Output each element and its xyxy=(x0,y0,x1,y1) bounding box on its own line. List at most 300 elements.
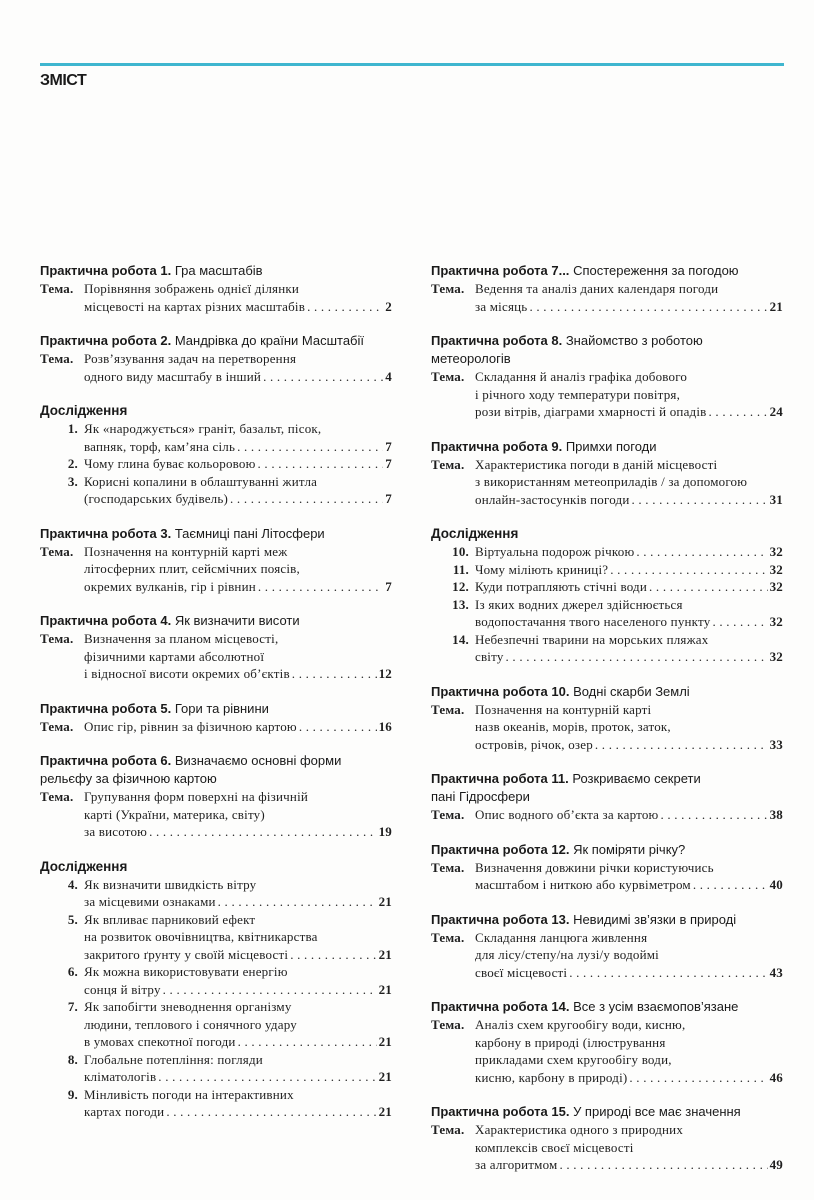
practical-work-label: Практична робота 15. xyxy=(431,1104,570,1119)
practical-work-entry xyxy=(40,525,392,596)
toc-line xyxy=(84,718,392,736)
practical-work-entry xyxy=(40,332,392,385)
toc-line xyxy=(84,911,392,929)
practical-work-heading[interactable] xyxy=(431,350,783,368)
entry-text: світу xyxy=(475,649,504,664)
entry-text: Групування форм поверхні на фізичній xyxy=(84,789,309,804)
topic-text xyxy=(475,701,783,754)
dot-leader xyxy=(163,981,377,999)
topic-row xyxy=(431,1016,783,1086)
practical-work-entry xyxy=(40,612,392,683)
entry-text: на розвиток овочівництва, квітникарства xyxy=(84,929,318,944)
practical-work-heading[interactable] xyxy=(431,998,783,1016)
entry-text: Із яких водних джерел здійснюється xyxy=(475,596,683,612)
practical-work-heading[interactable] xyxy=(40,525,392,543)
toc-line xyxy=(475,473,783,491)
topic-row xyxy=(431,456,783,509)
practical-work-title: метеорологів xyxy=(431,351,511,366)
research-item[interactable] xyxy=(40,876,392,911)
toc-line xyxy=(475,806,783,824)
topic-row xyxy=(40,630,392,683)
topic-row xyxy=(431,806,783,824)
toc-line xyxy=(475,718,783,736)
page-number[interactable]: 24 xyxy=(769,404,783,419)
toc-line xyxy=(475,648,783,666)
practical-work-heading[interactable] xyxy=(431,841,783,859)
topic-row xyxy=(431,859,783,894)
page-number[interactable]: 38 xyxy=(769,807,783,822)
entry-text: картах погоди xyxy=(84,1104,165,1119)
research-heading: Дослідження xyxy=(40,858,128,874)
practical-work-heading[interactable] xyxy=(431,683,783,701)
topic-text xyxy=(475,1121,783,1174)
topic-label: Тема. xyxy=(431,929,465,945)
dot-leader xyxy=(299,718,377,736)
page-number[interactable]: 32 xyxy=(769,561,783,577)
toc-line xyxy=(84,543,392,561)
entry-text: прикладами схем кругообігу води, xyxy=(475,1052,672,1067)
toc-line xyxy=(475,543,783,561)
practical-work-title: Визначаємо основні форми xyxy=(174,753,342,768)
entry-text: (господарських будівель) xyxy=(84,491,229,506)
toc-line xyxy=(84,1068,392,1086)
toc-line xyxy=(475,1139,783,1157)
dot-leader xyxy=(709,403,768,421)
page-number[interactable]: 46 xyxy=(769,1069,783,1085)
entry-text: Глобальне потепління: погляди xyxy=(84,1051,263,1067)
practical-work-heading[interactable] xyxy=(40,262,392,280)
dot-leader xyxy=(149,823,377,841)
toc-line xyxy=(475,946,783,964)
practical-work-label: Практична робота 4. xyxy=(40,613,172,628)
entry-text: за місцевими ознаками xyxy=(84,894,216,909)
item-number: 1. xyxy=(67,421,78,436)
toc-line xyxy=(84,280,392,298)
toc-line xyxy=(84,928,392,946)
entry-text: людини, теплового і сонячного удару xyxy=(84,1016,297,1032)
toc-line xyxy=(84,298,392,316)
page-number[interactable]: 49 xyxy=(769,1157,783,1172)
toc-line xyxy=(84,578,392,596)
dot-leader xyxy=(559,1156,767,1174)
topic-text xyxy=(475,280,783,315)
topic-row xyxy=(40,280,392,315)
topic-text xyxy=(475,368,783,421)
practical-work-title: Все з усім взаємопов’язане xyxy=(573,999,739,1014)
entry-text: Як впливає парниковий ефект xyxy=(84,911,256,927)
practical-work-heading[interactable] xyxy=(40,612,392,630)
entry-text: фізичними картами абсолютної xyxy=(84,648,265,664)
dot-leader xyxy=(230,490,383,508)
practical-work-heading[interactable] xyxy=(431,262,783,280)
practical-work-label: Практична робота 10. xyxy=(431,683,570,699)
practical-work-title: Розкриваємо секрети xyxy=(572,771,701,786)
page-number[interactable]: 2 xyxy=(385,298,392,314)
practical-work-entry xyxy=(40,262,392,315)
dot-leader xyxy=(595,736,768,754)
topic-text xyxy=(475,859,783,894)
dot-leader xyxy=(529,298,767,316)
page-number[interactable]: 21 xyxy=(378,1069,392,1084)
entry-text: Характеристика погоди в даній місцевості xyxy=(475,456,718,472)
toc-line xyxy=(84,893,392,911)
page-number[interactable]: 43 xyxy=(769,964,783,980)
page-number[interactable]: 7 xyxy=(385,438,392,454)
practical-work-heading[interactable] xyxy=(431,770,783,788)
topic-label: Тема. xyxy=(431,1017,465,1032)
practical-work-title: Спостереження за погодою xyxy=(573,263,739,278)
page-number[interactable]: 33 xyxy=(769,736,783,752)
toc-line xyxy=(475,403,783,421)
entry-text: Чому міліють криниці? xyxy=(475,561,609,577)
item-number: 14. xyxy=(452,631,469,647)
dot-leader xyxy=(506,648,768,666)
item-text xyxy=(84,998,392,1051)
practical-work-title: Гори та рівнини xyxy=(174,700,269,716)
page-number[interactable]: 21 xyxy=(378,946,392,962)
toc-line xyxy=(84,490,392,508)
dot-leader xyxy=(632,491,768,509)
practical-work-label: Практична робота 13. xyxy=(431,911,570,927)
entry-text: Характеристика одного з природних xyxy=(475,1122,684,1137)
research-item[interactable] xyxy=(40,473,392,508)
research-item[interactable] xyxy=(40,1051,392,1086)
toc-line xyxy=(475,736,783,754)
practical-work-title: пані Гідросфери xyxy=(431,789,530,804)
entry-text: і відносної висоти окремих об’єктів xyxy=(84,666,290,681)
research-heading: Дослідження xyxy=(40,403,128,418)
toc-line xyxy=(84,1016,392,1034)
entry-text: Позначення на контурній карті xyxy=(475,701,652,717)
page-number[interactable]: 31 xyxy=(769,491,783,507)
dot-leader xyxy=(693,876,768,894)
entry-text: з використанням метеоприладів / за допомогою xyxy=(475,474,748,489)
page-title: ЗМІСТ xyxy=(40,72,87,89)
page-number[interactable]: 21 xyxy=(378,981,392,997)
practical-work-entry xyxy=(431,770,783,824)
toc-line xyxy=(84,788,392,806)
toc-line xyxy=(475,491,783,509)
entry-text: Куди потрапляють стічні води xyxy=(475,579,648,594)
research-item[interactable] xyxy=(40,998,392,1051)
research-item[interactable] xyxy=(431,561,783,579)
practical-work-entry xyxy=(431,262,783,315)
toc-line xyxy=(475,386,783,404)
practical-work-title: Як поміряти річку? xyxy=(573,841,686,857)
research-item[interactable] xyxy=(40,420,392,455)
dot-leader xyxy=(166,1103,376,1121)
practical-work-heading[interactable] xyxy=(40,700,392,718)
toc-line xyxy=(475,701,783,719)
dot-leader xyxy=(263,368,383,386)
practical-work-label: Практична робота 6. xyxy=(40,753,172,768)
toc-line xyxy=(84,981,392,999)
topic-text xyxy=(475,456,783,509)
page-number[interactable]: 21 xyxy=(378,894,392,909)
topic-label: Тема. xyxy=(40,281,74,296)
practical-work-title: рельєфу за фізичною картою xyxy=(40,771,217,786)
toc-line xyxy=(475,456,783,474)
entry-text: Ведення та аналіз даних календаря погоди xyxy=(475,281,719,296)
toc-line xyxy=(475,929,783,947)
entry-text: в умовах спекотної погоди xyxy=(84,1034,236,1049)
practical-work-label: Практична робота 14. xyxy=(431,999,570,1014)
toc-line xyxy=(475,1051,783,1069)
entry-text: Розв’язування задач на перетворення xyxy=(84,351,297,366)
toc-line xyxy=(475,561,783,579)
toc-line xyxy=(84,455,392,473)
practical-work-entry xyxy=(40,752,392,841)
toc-line xyxy=(84,1103,392,1121)
item-text xyxy=(84,473,392,508)
topic-text xyxy=(475,806,783,824)
research-section xyxy=(431,525,783,666)
toc-line xyxy=(475,1016,783,1034)
item-text xyxy=(84,963,392,998)
entry-text: і річного ходу температури повітря, xyxy=(475,386,681,402)
item-number: 10. xyxy=(452,544,469,559)
toc-line xyxy=(84,560,392,578)
item-text xyxy=(84,420,392,455)
item-number: 6. xyxy=(67,964,78,979)
item-number: 13. xyxy=(452,596,469,612)
practical-work-entry xyxy=(431,683,783,754)
topic-label: Тема. xyxy=(40,543,74,559)
practical-work-heading[interactable] xyxy=(431,788,783,806)
practical-work-title: Знайомство з роботою xyxy=(565,333,703,348)
topic-label: Тема. xyxy=(431,1122,465,1137)
item-number: 9. xyxy=(67,1086,78,1102)
entry-text: рози вітрів, діаграми хмарності й опадів xyxy=(475,404,707,419)
entry-text: за висотою xyxy=(84,824,148,839)
dot-leader xyxy=(238,1033,377,1051)
research-item[interactable] xyxy=(431,578,783,596)
research-section xyxy=(40,402,392,508)
dot-leader xyxy=(569,964,767,982)
practical-work-label: Практична робота 7... xyxy=(431,263,570,278)
research-section xyxy=(40,858,392,1121)
toc-line xyxy=(475,613,783,631)
topic-text xyxy=(84,630,392,683)
research-item[interactable] xyxy=(40,911,392,964)
item-text xyxy=(84,1051,392,1086)
entry-text: закритого ґрунту у своїй місцевості xyxy=(84,946,289,962)
item-text xyxy=(475,578,783,596)
toc-line xyxy=(84,438,392,456)
page-number[interactable]: 7 xyxy=(385,456,392,471)
entry-text: вапняк, торф, кам’яна сіль xyxy=(84,438,236,454)
topic-label: Тема. xyxy=(40,631,74,646)
entry-text: карті (України, материка, світу) xyxy=(84,806,265,822)
toc-line xyxy=(84,963,392,981)
research-item[interactable] xyxy=(431,543,783,561)
page-number[interactable]: 19 xyxy=(378,824,392,839)
practical-work-label: Практична робота 11. xyxy=(431,771,569,786)
practical-work-heading[interactable] xyxy=(40,770,392,788)
toc-line xyxy=(475,280,783,298)
entry-text: одного виду масштабу в інший xyxy=(84,368,262,384)
toc-line xyxy=(84,806,392,824)
entry-text: сонця й вітру xyxy=(84,981,161,997)
item-text xyxy=(84,911,392,964)
topic-text xyxy=(84,718,392,736)
entry-text: Аналіз схем кругообігу води, кисню, xyxy=(475,1017,686,1032)
page-number[interactable]: 7 xyxy=(385,491,392,506)
toc-line xyxy=(475,1069,783,1087)
toc-line xyxy=(475,1156,783,1174)
dot-leader xyxy=(258,455,384,473)
toc-line xyxy=(84,823,392,841)
toc-line xyxy=(475,1121,783,1139)
entry-text: Складання ланцюга живлення xyxy=(475,929,648,945)
toc-column-left xyxy=(40,262,392,1138)
entry-text: Опис водного об’єкта за картою xyxy=(475,807,659,822)
topic-row xyxy=(40,718,392,736)
dot-leader xyxy=(292,665,377,683)
item-number: 8. xyxy=(67,1051,78,1067)
toc-line xyxy=(84,998,392,1016)
entry-text: кисню, карбону в природі) xyxy=(475,1069,628,1085)
entry-text: масштабом і ниткою або курвіметром xyxy=(475,877,691,892)
topic-row xyxy=(431,368,783,421)
entry-text: Небезпечні тварини на морських пляжах xyxy=(475,631,709,647)
topic-text xyxy=(475,929,783,982)
practical-work-entry xyxy=(40,700,392,736)
page-number[interactable]: 32 xyxy=(769,579,783,594)
topic-row xyxy=(431,1121,783,1174)
entry-text: Позначення на контурній карті меж xyxy=(84,543,288,559)
entry-text: Як визначити швидкість вітру xyxy=(84,876,257,892)
practical-work-label: Практична робота 3. xyxy=(40,525,172,541)
toc-line xyxy=(475,1034,783,1052)
entry-text: Порівняння зображень однієї ділянки xyxy=(84,281,300,296)
practical-work-heading[interactable] xyxy=(431,911,783,929)
entry-text: кліматологів xyxy=(84,1069,157,1084)
practical-work-heading[interactable] xyxy=(431,332,783,350)
dot-leader xyxy=(237,438,383,456)
topic-label: Тема. xyxy=(431,456,465,472)
practical-work-title: Мандрівка до країни Масштабії xyxy=(174,333,364,348)
item-number: 11. xyxy=(452,561,469,577)
page-number[interactable]: 16 xyxy=(378,718,392,734)
practical-work-label: Практична робота 1. xyxy=(40,263,172,278)
page-number[interactable]: 7 xyxy=(385,578,392,594)
page-number[interactable]: 4 xyxy=(385,368,392,384)
research-item[interactable] xyxy=(431,596,783,631)
page-number[interactable]: 32 xyxy=(769,614,783,629)
entry-text: Складання й аналіз графіка добового xyxy=(475,369,688,384)
header-rule xyxy=(40,63,784,66)
item-number: 2. xyxy=(67,456,78,471)
entry-text: Корисні копалини в облаштуванні житла xyxy=(84,473,318,489)
practical-work-title: Як визначити висоти xyxy=(174,613,300,628)
topic-label: Тема. xyxy=(431,807,465,822)
practical-work-heading[interactable] xyxy=(431,1103,783,1121)
entry-text: для лісу/степу/на лузі/у водоймі xyxy=(475,947,659,962)
entry-text: Чому глина буває кольоровою xyxy=(84,456,256,471)
entry-text: місцевості на картах різних масштабів xyxy=(84,298,306,314)
item-text xyxy=(475,561,783,579)
item-text xyxy=(475,596,783,631)
dot-leader xyxy=(290,946,376,964)
topic-row xyxy=(40,788,392,841)
page-number[interactable]: 12 xyxy=(378,666,392,681)
page-number[interactable]: 32 xyxy=(769,544,783,559)
toc-line xyxy=(84,946,392,964)
entry-text: онлайн-застосунків погоди xyxy=(475,491,630,507)
entry-text: за алгоритмом xyxy=(475,1157,558,1172)
dot-leader xyxy=(629,1069,767,1087)
research-item[interactable] xyxy=(40,1086,392,1121)
entry-text: водопостачання твого населеного пункту xyxy=(475,614,711,629)
practical-work-label: Практична робота 5. xyxy=(40,700,172,716)
page-number[interactable]: 21 xyxy=(378,1104,392,1119)
entry-text: островів, річок, озер xyxy=(475,736,593,752)
dot-leader xyxy=(636,543,767,561)
item-number: 3. xyxy=(67,473,78,489)
page-number[interactable]: 32 xyxy=(769,649,783,664)
item-text xyxy=(84,455,392,473)
topic-label: Тема. xyxy=(431,701,465,717)
topic-text xyxy=(84,788,392,841)
topic-label: Тема. xyxy=(40,789,74,804)
dot-leader xyxy=(218,893,377,911)
practical-work-heading[interactable] xyxy=(40,752,392,770)
entry-text: Опис гір, рівнин за фізичною картою xyxy=(84,718,297,734)
toc-line xyxy=(84,350,392,368)
entry-text: Як можна використовувати енергію xyxy=(84,964,288,979)
topic-row xyxy=(431,701,783,754)
toc-line xyxy=(84,473,392,491)
dot-leader xyxy=(712,613,767,631)
entry-text: літосферних плит, сейсмічних поясів, xyxy=(84,561,300,576)
toc-line xyxy=(84,1033,392,1051)
toc-line xyxy=(84,368,392,386)
research-item[interactable] xyxy=(431,631,783,666)
entry-text: карбону в природі (ілюстрування xyxy=(475,1034,666,1050)
research-item[interactable] xyxy=(40,963,392,998)
practical-work-heading[interactable] xyxy=(431,438,783,456)
practical-work-heading[interactable] xyxy=(40,332,392,350)
item-number: 7. xyxy=(67,999,78,1014)
dot-leader xyxy=(307,298,383,316)
practical-work-label: Практична робота 8. xyxy=(431,333,563,348)
toc-line xyxy=(475,298,783,316)
toc-line xyxy=(84,1051,392,1069)
research-item[interactable] xyxy=(40,455,392,473)
page-number[interactable]: 21 xyxy=(769,298,783,314)
practical-work-entry xyxy=(431,911,783,982)
practical-work-title: Гра масштабів xyxy=(174,263,263,278)
practical-work-entry xyxy=(431,332,783,421)
entry-text: Визначення довжини річки користуючись xyxy=(475,859,714,875)
toc-column-right xyxy=(431,262,783,1191)
item-number: 4. xyxy=(67,876,78,892)
practical-work-title: Невидимі зв’язки в природі xyxy=(573,911,737,927)
practical-work-title: Примхи погоди xyxy=(565,438,657,454)
toc-line xyxy=(475,859,783,877)
practical-work-title: Таємниці пані Літосфери xyxy=(174,525,325,541)
item-text xyxy=(84,876,392,911)
topic-label: Тема. xyxy=(431,859,465,875)
practical-work-entry xyxy=(431,438,783,509)
page-number[interactable]: 40 xyxy=(769,877,783,892)
toc-line xyxy=(84,1086,392,1104)
entry-text: Визначення за планом місцевості, xyxy=(84,631,279,646)
entry-text: назв океанів, морів, проток, заток, xyxy=(475,719,671,734)
toc-line xyxy=(475,876,783,894)
page-number[interactable]: 21 xyxy=(378,1034,392,1049)
